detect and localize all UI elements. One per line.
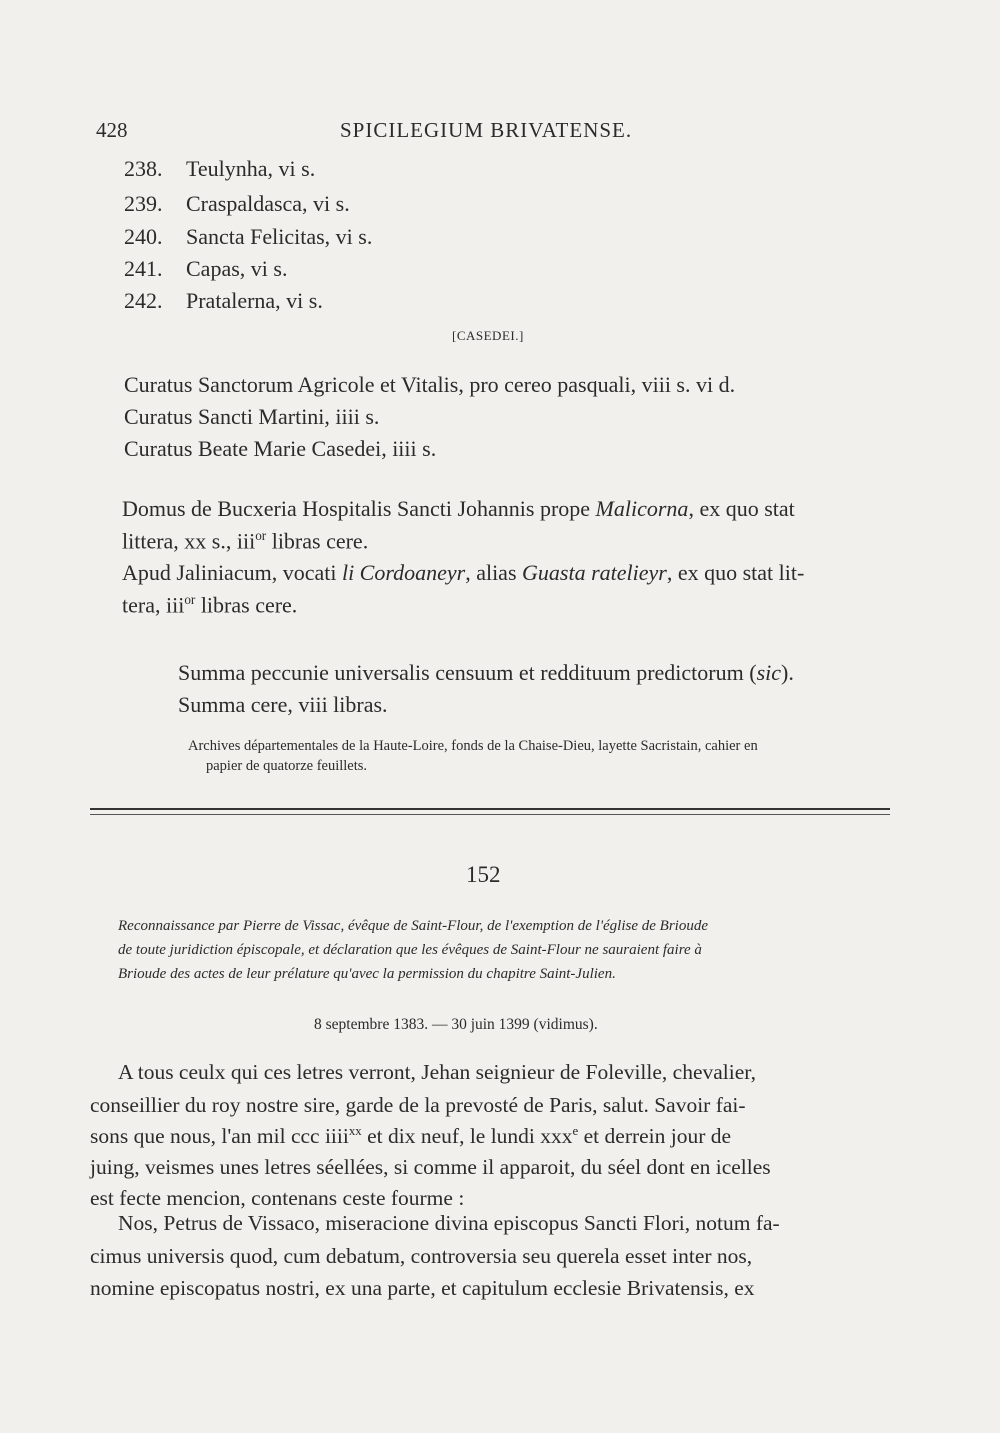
page-number: 428	[96, 118, 128, 142]
separator-rule-thin	[90, 814, 890, 815]
text-run: , ex quo stat	[688, 496, 795, 521]
item-text: Teulynha, vi s.	[186, 156, 316, 181]
italic-name: Guasta ratelieyr	[522, 560, 667, 585]
domus-line-1	[122, 496, 795, 522]
source-note-line: papier de quatorze feuillets.	[206, 758, 368, 774]
list-item	[124, 288, 323, 314]
body-line	[90, 1124, 731, 1149]
text-run: , ex quo stat lit-	[666, 560, 805, 585]
item-text: Capas, vi s.	[186, 256, 288, 281]
text-run: libras cere.	[195, 592, 298, 618]
list-item	[124, 191, 350, 217]
italic-name: li Cordoaneyr	[341, 560, 466, 585]
curatus-line: Curatus Beate Marie Casedei, iiii s.	[124, 436, 437, 461]
text-run: et derrein jour de	[578, 1124, 732, 1149]
item-text: Pratalerna, vi s.	[186, 288, 323, 313]
source-note-line: Archives départementales de la Haute-Loire, fonds de la Chaise-Dieu, layette Sacristain, cahier en	[188, 738, 758, 754]
body-line: est fecte mencion, contenans ceste fourme :	[90, 1186, 465, 1210]
body-line: nomine episcopatus nostri, ex una parte, et capitulum ecclesie Brivatensis, ex	[90, 1276, 755, 1300]
body-line: conseillier du roy nostre sire, garde de la prevosté de Paris, salut. Savoir fai-	[90, 1093, 746, 1117]
list-item	[124, 256, 287, 282]
item-number: 240.	[124, 224, 163, 249]
superscript: xx	[348, 1124, 362, 1138]
item-text: Craspaldasca, vi s.	[186, 191, 350, 216]
body-line: cimus universis quod, cum debatum, controversia seu querela esset inter nos,	[90, 1244, 753, 1268]
domus-line-2	[122, 528, 368, 554]
text-run: libras cere.	[266, 528, 369, 554]
date-line: 8 septembre 1383. — 30 juin 1399 (vidimus).	[314, 1016, 598, 1033]
item-number: 241.	[124, 256, 163, 281]
running-title: SPICILEGIUM BRIVATENSE.	[340, 118, 633, 142]
text-run: , alias	[465, 560, 523, 585]
superscript: e	[572, 1124, 579, 1138]
summary-line: Brioude des actes de leur prélature qu'avec la permission du chapitre Saint-Julien.	[118, 966, 616, 982]
item-number: 238.	[124, 156, 163, 181]
body-line: Nos, Petrus de Vissaco, miseracione divina episcopus Sancti Flori, notum fa-	[118, 1211, 780, 1235]
text-run: Summa peccunie universalis censuum et reddituum predictorum (	[178, 660, 757, 685]
summary-line: Reconnaissance par Pierre de Vissac, évêque de Saint-Flour, de l'exemption de l'église de Brioude	[118, 918, 708, 934]
document-number: 152	[466, 862, 501, 887]
text-run: tera, iii	[122, 592, 185, 618]
summa-line-1	[178, 660, 794, 686]
curatus-line: Curatus Sancti Martini, iiii s.	[124, 404, 380, 429]
superscript: or	[255, 528, 267, 543]
sic-mark: sic	[756, 660, 782, 685]
summa-line-2: Summa cere, viii libras.	[178, 692, 388, 717]
text-run: littera, xx s., iii	[122, 528, 256, 554]
list-item	[124, 224, 372, 250]
item-number: 239.	[124, 191, 163, 216]
text-run: Apud Jaliniacum, vocati	[122, 560, 342, 585]
apud-line-2	[122, 592, 297, 618]
section-heading: [CASEDEI.]	[452, 328, 524, 343]
text-run: ).	[781, 660, 794, 685]
item-text: Sancta Felicitas, vi s.	[186, 224, 373, 249]
place-name: Malicorna	[595, 496, 689, 521]
text-run: et dix neuf, le lundi xxx	[361, 1124, 573, 1149]
summary-line: de toute juridiction épiscopale, et déclaration que les évêques de Saint-Flour ne sauraient faire à	[118, 942, 702, 958]
text-run: sons que nous, l'an mil ccc iiii	[90, 1124, 349, 1149]
curatus-line: Curatus Sanctorum Agricole et Vitalis, pro cereo pasquali, viii s. vi d.	[124, 372, 736, 397]
superscript: or	[184, 592, 196, 607]
body-line: juing, veismes unes letres séellées, si comme il apparoit, du séel dont en icelles	[90, 1155, 771, 1179]
text-run: Domus de Bucxeria Hospitalis Sancti Johannis prope	[122, 496, 596, 521]
body-line: A tous ceulx qui ces letres verront, Jehan seignieur de Foleville, chevalier,	[118, 1060, 756, 1084]
list-item	[124, 156, 315, 182]
item-number: 242.	[124, 288, 163, 313]
separator-rule	[90, 808, 890, 810]
apud-line-1	[122, 560, 804, 586]
